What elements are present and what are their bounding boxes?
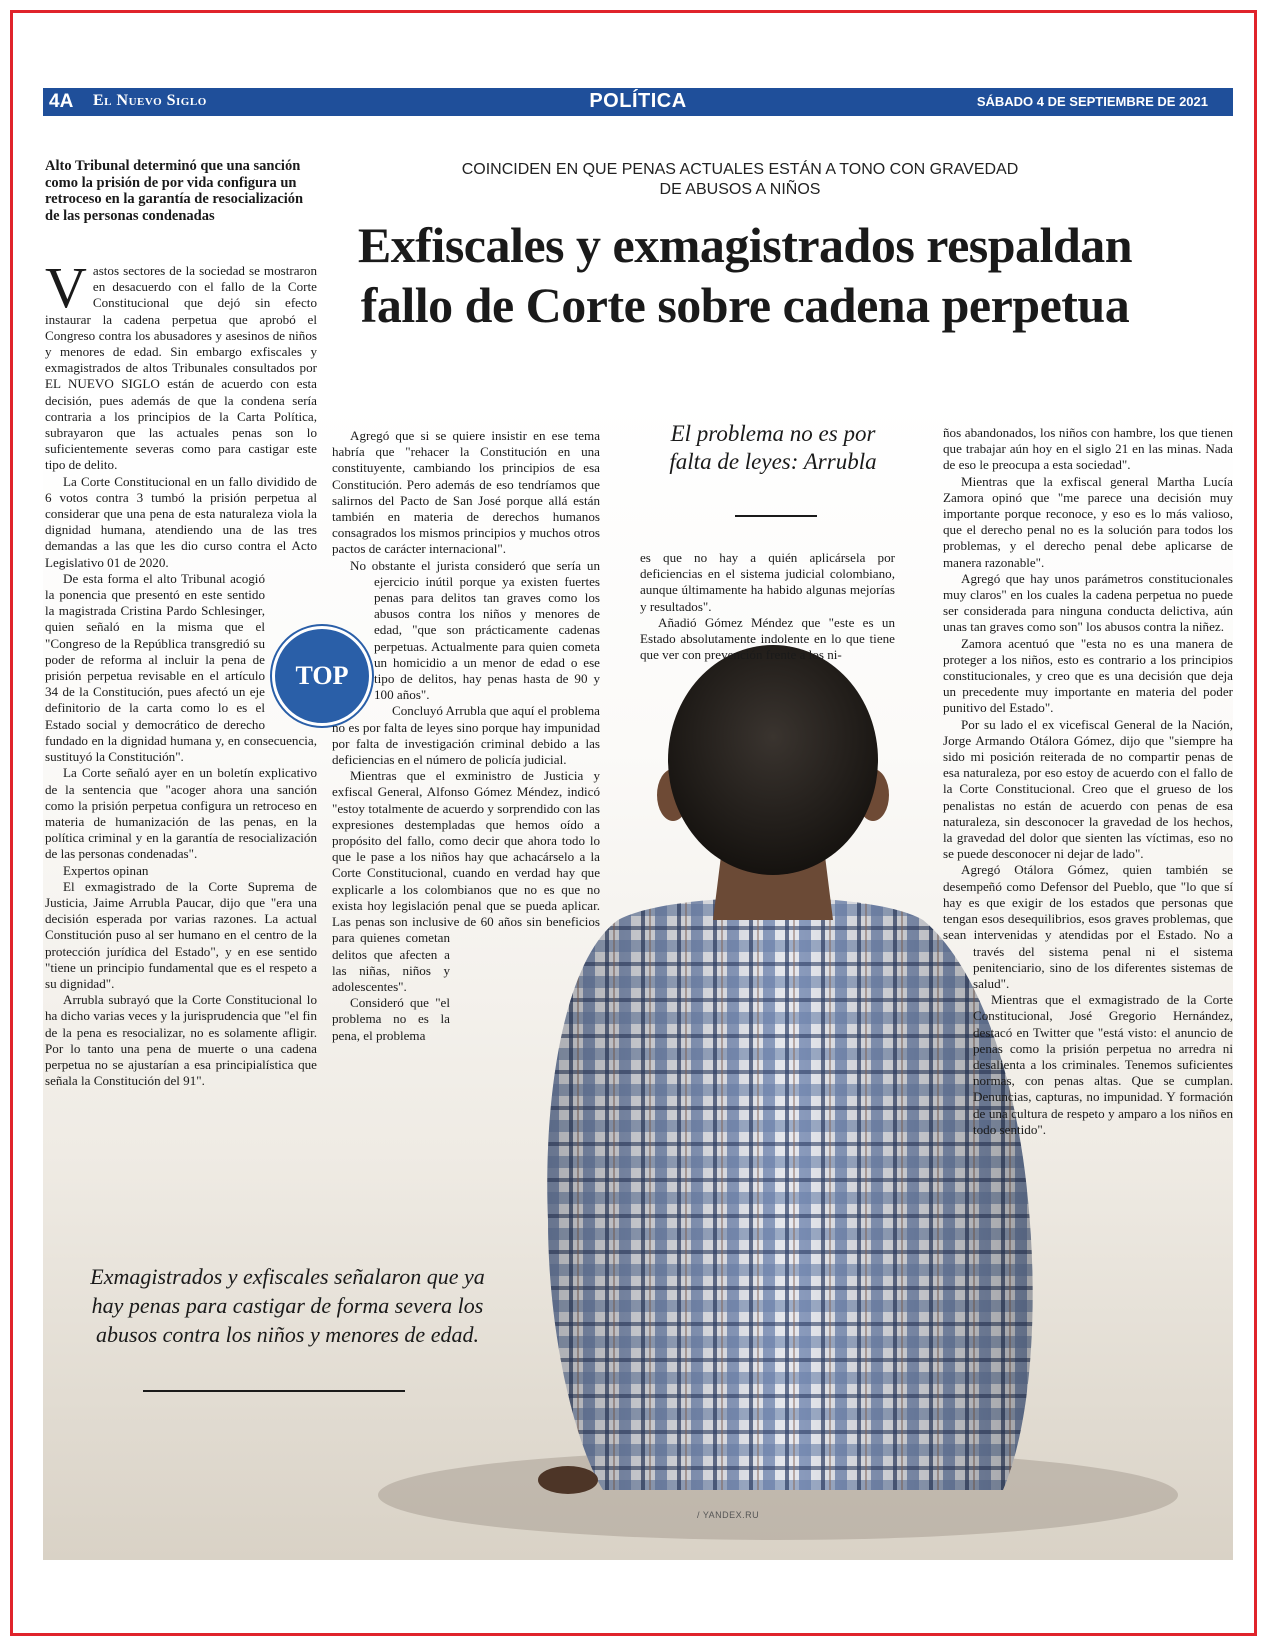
- paragraph: Agregó que hay unos parámetros constitucionales muy claros" en los cuales la cadena perpetua no puede ser considerada para ninguna conducta delictiva, aún unas tan graves como son" los abusos contra la niñez.: [943, 570, 1233, 635]
- subheading-expertos: Expertos opinan: [63, 862, 149, 878]
- article-lead: Alto Tribunal determinó que una sanción como la prisión de por vida configura un retroceso en la garantía de resocialización de las personas condenadas: [45, 158, 304, 224]
- paragraph: Mientras que el exministro de Justicia y exfiscal General, Alfonso Gómez Méndez, indicó "estoy totalmente de acuerdo y sorprendido con las expresiones destempladas que hemos oído a propósito del fallo, como decir que ahora todo lo que le pase a los niños hay que achacárselo a la Corte Constitucional, cuando en verdad hay que explicarle a los colombianos que no es que no exista hoy legislación penal que se pueda aplicar. Las penas son inclusive de 60 años sin beneficios para quienes cometan delitos que afecten a las niñas, niños y adolescentes".: [332, 768, 600, 994]
- article-column-2: [332, 428, 600, 1343]
- paragraph: Agregó Otálora Gómez, quien también se desempeñó como Defensor del Pueblo, que "lo que sí hay es que exigir de los estados que personas que tengan esos desequilibrios, esos graves problemas, que sean intervenidas y atendidas por el Estado. No a través del sistema penal ni el sistema penitenciario, sino de los diferentes sistemas de salud".: [943, 862, 1233, 991]
- paragraph: La Corte Constitucional en un fallo dividido de 6 votos contra 3 tumbó la prisión perpetua al considerar que una pena de esta naturaleza viola la dignidad humana, atendiendo una de las tres demandas a las que les dio curso contra el Acto Legislativo 01 de 2020.: [45, 473, 317, 570]
- article-headline: Exfiscales y exmagistrados respaldan fallo de Corte sobre cadena perpetua: [357, 217, 1133, 333]
- paragraph: es que no hay a quién aplicársela por deficiencias en el sistema judicial colombiano, aunque últimamente ha habido algunas mejorías y resultados".: [640, 550, 895, 614]
- article-column-4: [943, 425, 1233, 1295]
- paragraph: Añadió Gómez Méndez que "este es un Estado absolutamente indolente en lo que tiene que ver con prevención frente a los ni-: [640, 614, 895, 663]
- paragraph: La Corte señaló ayer en un boletín explicativo de la sentencia que "acoger ahora una sanción como la prisión perpetua configura un retroceso en materia de humanización de las penas, en la política criminal y en la garantía de resocialización de las personas condenadas".: [45, 765, 317, 862]
- paragraph: ños abandonados, los niños con hambre, los que tienen que trabajar aún hoy en el siglo 21 en las minas. Nada de eso le preocupa a esta sociedad".: [943, 425, 1233, 473]
- paragraph: Mientras que el exmagistrado de la Corte Constitucional, José Gregorio Hernández, destacó en Twitter que "está visto: el anuncio de penas como la prisión perpetua no arredra ni desalienta a los criminales. Tenemos suficientes normas, con penas altas. Que se cumplan. Denuncias, capturas, no impunidad. Y formación de una cultura de respeto y amparo a los niños en todo sentido".: [973, 992, 1233, 1137]
- paragraph: De esta forma el alto Tribunal acogió la ponencia que presentó en este sentido la magistrada Cristina Pardo Schlesinger, quien señaló en la misma que el "Congreso de la República transgredió su poder de reforma al incluir la pena de prisión perpetua revisable en el artículo 34 de la Constitución, pues afectó un eje definitorio de la carta como lo es el Estado social y democrático de derecho fundado en la dignidad humana y, en consecuencia, sustituyó la Constitución".: [45, 570, 317, 765]
- drop-cap: V: [45, 255, 87, 320]
- paragraph: Consideró que "el problema no es la pena, el problema: [332, 995, 450, 1043]
- page-header-bar: [43, 88, 1233, 116]
- paragraph: Mientras que la exfiscal general Martha Lucía Zamora opinó que "me parece una decisión muy importante porque reconoce, y eso es lo más valioso, que el derecho penal no es la solución para todos los problemas, y el derecho penal debe aplicarse de manera razonable".: [943, 473, 1233, 570]
- paragraph: El exmagistrado de la Corte Suprema de Justicia, Jaime Arrubla Paucar, dijo que "era una decisión esperada por varias razones. La actual Constitución puso al ser humano en el centro de la protección jurídica del Estado", y en ese sentido "tiene un principio fundamental que es el respeto a su dignidad".: [45, 878, 317, 991]
- paragraph: Arrubla subrayó que la Corte Constitucional lo ha dicho varias veces y la jurisprudencia que "el fin de la pena es resocializar, no es solamente afligir. Por lo tanto una pena de muerte o una cadena perpetua no se ajustarían a esa principialística que señala la Constitución del 91".: [45, 992, 317, 1089]
- article-column-3: [640, 550, 895, 663]
- paragraph: Por su lado el ex vicefiscal General de la Nación, Jorge Armando Otálora Gómez, dijo que "siempre ha sido mi posición reiterada de no compartir penas de esa naturaleza, por eso estoy de acuerdo con el fallo de la Corte Constitucional. Creo que el grueso de los penalistas no están de acuerdo con penas de esa naturaleza, sin desconocer la gravedad de los hechos, la gravedad del dolor que sienten las víctimas, eso no se puede desconocer ni dejar de lado".: [943, 716, 1233, 862]
- article-kicker: COINCIDEN EN QUE PENAS ACTUALES ESTÁN A TONO CON GRAVEDAD DE ABUSOS A NIÑOS: [461, 161, 1019, 198]
- pull-quote-rule: [735, 515, 817, 517]
- issue-date: SÁBADO 4 DE SEPTIEMBRE DE 2021: [976, 94, 1208, 109]
- top-badge: TOP: [272, 626, 372, 726]
- paragraph: Zamora acentuó que "esta no es una manera de proteger a los niños, esto es contrario a los principios constitucionales, y creo que es una decisión que deja un precedente muy importante en materia del poder punitivo del Estado".: [943, 635, 1233, 716]
- caption-rule: [143, 1390, 405, 1392]
- photo-credit: / YANDEX.RU: [697, 1510, 760, 1520]
- pull-quote: El problema no es por falta de leyes: Arrubla: [669, 421, 877, 474]
- paragraph: No obstante el jurista consideró que sería un ejercicio inútil porque ya existen fuertes penas para delitos tan graves como los abusos contra los niños y menores de edad, "que son prácticamente cadenas perpetuas. Actualmente para quien cometa un homicidio a un menor de edad o ese tipo de delitos, hay penas hasta de 90 y 100 años".: [350, 557, 600, 703]
- section-title: POLÍTICA: [589, 90, 687, 112]
- page-number: 4A: [49, 91, 74, 112]
- paragraph: Agregó que si se quiere insistir en ese tema habría que "rehacer la Constitución en una constituyente, cambiando los principios de esa Constitución. Pero además de eso tendríamos que salirnos del Pacto de San José porque allá están también en materia de derechos humanos consagrados los mismos principios y muchos otros pactos de carácter internacional".: [332, 428, 600, 557]
- photo-caption: Exmagistrados y exfiscales señalaron que ya hay penas para castigar de forma severa los abusos contra los niños y menores de edad.: [90, 1264, 485, 1347]
- paragraph: Concluyó Arrubla que aquí el problema no es por falta de leyes sino porque hay impunidad por falta de investigación criminal debido a las deficiencias en el número de policía judicial.: [332, 703, 600, 768]
- newspaper-name: El Nuevo Siglo: [93, 92, 207, 109]
- paragraph: astos sectores de la sociedad se mostraron en desacuerdo con el fallo de la Corte Constitucional que dejó sin efecto instaurar la cadena perpetua que aprobó el Congreso contra los abusadores y asesinos de niños y menores de edad. Sin embargo exfiscales y exmagistrados de altos Tribunales consultados por EL NUEVO SIGLO están de acuerdo con esta decisión, pues además de que la condena sería contraria a los principios de la Carta Política, subrayaron que las actuales penas son lo suficientemente severas como para castigar este tipo de delito.: [45, 263, 317, 473]
